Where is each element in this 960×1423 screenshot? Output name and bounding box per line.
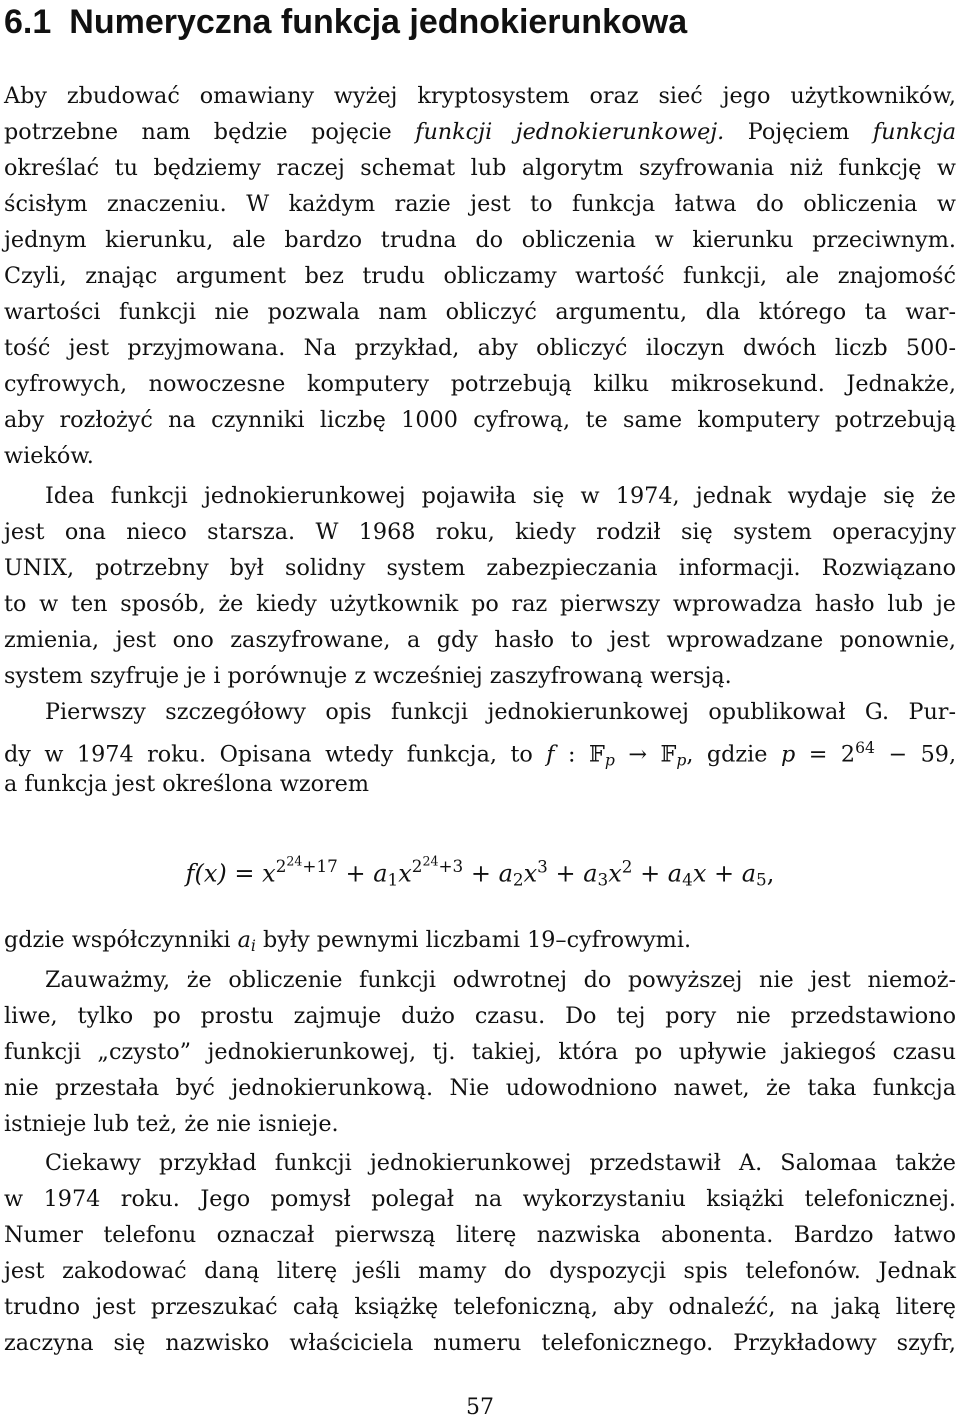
paragraph-1-line-5: jednym kierunku, ale bardzo trudna do obliczenia w kierunku przeciwnym. [4,227,956,253]
section-heading [4,0,687,44]
eq-subscript: 1 [387,869,399,890]
paragraph-1-line-1: Aby zbudować omawiany wyżej kryptosystem oraz sieć jego użytkowników, [4,83,956,109]
paragraph-5-line-2: w 1974 roku. Jego pomysł polegał na wykorzystaniu książki telefonicznej. [4,1186,956,1212]
paragraph-4-line-4: nie przestała być jednokierunkową. Nie udowodniono nawet, że taka funkcja [4,1075,956,1101]
eq-term: + a [463,859,513,888]
eq-lhs: f(x) = x [185,859,276,888]
paragraph-1-line-6: Czyli, znając argument bez trudu obliczamy wartość funkcji, ale znajomość [4,263,956,289]
math-f: f [546,741,555,768]
paragraph-1-line-2 [4,114,956,150]
math-field-symbol: 𝔽 [589,741,605,768]
eq-exp-base: 2 [411,856,423,877]
paragraph-2-line-6: system szyfruje je i porównuje z wcześniej zaszyfrowaną wersją. [4,663,732,689]
section-number: 6.1 [4,3,52,41]
eq-term: + a [337,859,388,888]
paragraph-3-line-3: a funkcja jest określona wzorem [4,771,370,797]
eq-exp-rest: +17 [302,856,338,877]
eq-var: x [523,859,538,888]
paragraph-2-line-3: UNIX, potrzebny był solidny system zabezpieczania informacji. Rozwiązano [4,555,956,581]
emphasis-term: funkcji jednokierunkowej. [415,119,725,145]
eq-term: + a [547,859,598,888]
eq-subscript: 4 [682,869,693,890]
page-number: 57 [466,1395,494,1420]
eq-exponent: 2 [621,856,633,877]
eq-exp-sup: 24 [422,854,439,869]
paragraph-3-line-1: Pierwszy szczegółowy opis funkcji jednokierunkowej opublikował G. Pur- [45,699,956,725]
paragraph-1-line-11: wieków. [4,443,94,469]
text-run: były pewnymi liczbami 19–cyfrowymi. [262,927,692,953]
text-run: , gdzie [686,741,768,768]
paragraph-2-line-4: to w ten sposób, że kiedy użytkownik po raz pierwszy wprowadza hasło lub je [4,591,956,617]
text-run: dy w 1974 roku. Opisana wtedy funkcja, to [4,741,533,768]
math-p: p [780,741,796,768]
paragraph-2-line-5: zmienia, jest ono zaszyfrowane, a gdy hasło to jest wprowadzane ponownie, [4,627,956,653]
paragraph-4-line-2: liwe, tylko po prostu zajmuje dużo czasu. Do tej pory nie przedstawiono [4,1003,956,1029]
math-minus: − 59, [874,741,957,768]
paragraph-5-line-4: jest zakodować daną literę jeśli mamy do dyspozycji spis telefonów. Jednak [4,1258,956,1284]
after-equation-line [4,922,956,964]
math-subscript: p [604,751,615,770]
paragraph-1-line-3: określać tu będziemy raczej schemat lub algorytm szyfrowania niż funkcję w [4,155,956,181]
paragraph-1-line-7: wartości funkcji nie pozwala nam obliczyć argumentu, dla którego ta war- [4,299,956,325]
math-subscript: p [676,751,687,770]
eq-term: + a [632,859,683,888]
eq-var: x [608,859,622,888]
eq-var: x [398,859,412,888]
paragraph-5-line-1: Ciekawy przykład funkcji jednokierunkowej przedstawił A. Salomaa także [45,1150,956,1176]
eq-subscript: 3 [597,869,609,890]
paragraph-1-line-9: cyfrowych, nowoczesne komputery potrzebują kilku mikrosekund. Jednakże, [4,371,956,397]
math-field-symbol: 𝔽 [660,741,677,768]
eq-subscript: 2 [512,869,524,890]
eq-exp-sup: 24 [286,854,303,869]
paragraph-1-line-4: ścisłym znaczeniu. W każdym razie jest to funkcja łatwa do obliczenia w [4,191,956,217]
math-colon: : [554,741,590,768]
eq-exp-rest: +3 [438,856,464,877]
math-arrow: → [614,741,661,768]
paragraph-2-line-2: jest ona nieco starsza. W 1968 roku, kiedy rodził się system operacyjny [4,519,956,545]
paragraph-5-line-5: trudno jest przeszukać całą książkę telefoniczną, aby odnaleźć, na jaką literę [4,1294,956,1320]
paragraph-4-line-5: istnieje lub też, że nie isnieje. [4,1111,339,1137]
paragraph-5-line-6: zaczyna się nazwisko właściciela numeru telefonicznego. Przykładowy szyfr, [4,1330,956,1356]
paragraph-2-line-1: Idea funkcji jednokierunkowej pojawiła się w 1974, jednak wydaje się że [45,483,956,509]
text-run: Pojęciem [747,119,850,145]
text-run: gdzie współczynniki [4,927,231,953]
paragraph-1-line-8: tość jest przyjmowana. Na przykład, aby obliczyć iloczyn dwóch liczb 500- [4,335,956,361]
eq-exponent-2 [412,856,463,876]
paragraph-5-line-3: Numer telefonu oznaczał pierwszą literę nazwiska abonenta. Bardzo łatwo [4,1222,956,1248]
text-run: potrzebne nam będzie pojęcie [4,119,392,145]
paragraph-1-line-10: aby rozłożyć na czynniki liczbę 1000 cyfrową, te same komputery potrzebują [4,407,956,433]
eq-term: x + a [692,859,757,888]
paragraph-4-line-3: funkcji „czysto” jednokierunkowej, tj. takiej, która po upływie jakiegoś czasu [4,1039,956,1065]
math-equals-two: = 2 [795,741,856,768]
emphasis-term: funkcja [872,119,956,145]
eq-end: , [766,859,775,888]
math-a: a [237,927,251,953]
paragraph-4-line-1: Zauważmy, że obliczenie funkcji odwrotnej do powyższej nie jest niemoż- [45,967,956,993]
eq-exponent: 3 [537,856,548,877]
math-exponent: 64 [855,739,875,757]
section-title: Numeryczna funkcja jednokierunkowa [69,3,688,41]
math-subscript: i [250,936,256,955]
eq-exp-base: 2 [275,856,287,877]
eq-exponent-1 [276,856,338,876]
eq-subscript: 5 [756,869,767,890]
display-equation [0,840,960,902]
